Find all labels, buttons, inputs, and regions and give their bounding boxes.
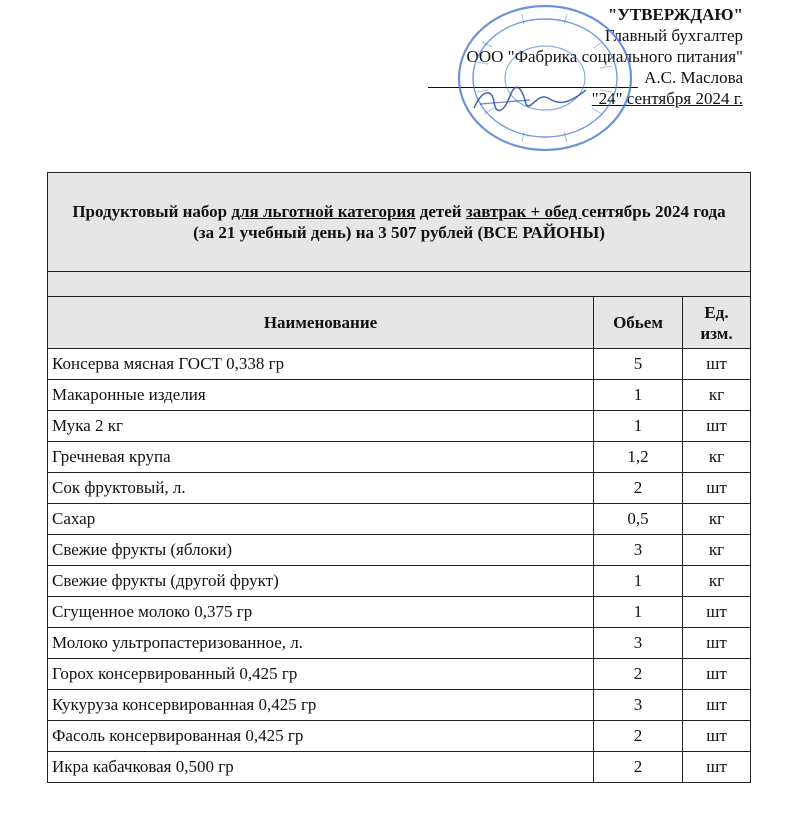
title-text-2: детей xyxy=(415,202,466,221)
approval-title: "УТВЕРЖДАЮ" xyxy=(607,5,743,24)
product-name: Кукуруза консервированная 0,425 гр xyxy=(48,690,594,721)
table-row xyxy=(48,690,751,721)
company-name: ООО "Фабрика социального питания" xyxy=(466,47,743,66)
table-row xyxy=(48,752,751,783)
table-row xyxy=(48,349,751,380)
product-quantity: 1 xyxy=(594,380,683,411)
product-name: Молоко ультропастеризованное, л. xyxy=(48,628,594,659)
product-name: Фасоль консервированная 0,425 гр xyxy=(48,721,594,752)
title-underlined-1: для льготной категория xyxy=(231,202,416,221)
table-row xyxy=(48,628,751,659)
table-row xyxy=(48,473,751,504)
product-name: Сок фруктовый, л. xyxy=(48,473,594,504)
product-unit: шт xyxy=(683,690,751,721)
table-row xyxy=(48,597,751,628)
product-unit: кг xyxy=(683,535,751,566)
product-name: Мука 2 кг xyxy=(48,411,594,442)
product-name: Сахар xyxy=(48,504,594,535)
product-unit: шт xyxy=(683,659,751,690)
product-name: Икра кабачковая 0,500 гр xyxy=(48,752,594,783)
product-unit: шт xyxy=(683,721,751,752)
table-row xyxy=(48,659,751,690)
product-unit: кг xyxy=(683,504,751,535)
product-quantity: 3 xyxy=(594,535,683,566)
table-row xyxy=(48,411,751,442)
title-underlined-2: завтрак + обед xyxy=(465,202,582,221)
product-name: Макаронные изделия xyxy=(48,380,594,411)
product-unit: шт xyxy=(683,628,751,659)
product-quantity: 2 xyxy=(594,752,683,783)
product-quantity: 1 xyxy=(594,566,683,597)
product-name: Сгущенное молоко 0,375 гр xyxy=(48,597,594,628)
signature-blank xyxy=(428,69,638,88)
table-spacer-row xyxy=(48,272,751,297)
table-row xyxy=(48,442,751,473)
title-text-1: Продуктовый набор xyxy=(72,202,232,221)
product-set-table xyxy=(47,172,751,783)
product-name: Гречневая крупа xyxy=(48,442,594,473)
product-quantity: 1 xyxy=(594,411,683,442)
product-name: Консерва мясная ГОСТ 0,338 гр xyxy=(48,349,594,380)
product-quantity: 3 xyxy=(594,628,683,659)
product-unit: шт xyxy=(683,473,751,504)
table-row xyxy=(48,380,751,411)
approver-position: Главный бухгалтер xyxy=(604,26,743,45)
column-header-unit: Ед. изм. xyxy=(683,297,751,349)
product-unit: шт xyxy=(683,752,751,783)
product-name: Свежие фрукты (яблоки) xyxy=(48,535,594,566)
table-title xyxy=(48,173,751,272)
product-quantity: 0,5 xyxy=(594,504,683,535)
product-quantity: 1,2 xyxy=(594,442,683,473)
product-unit: кг xyxy=(683,380,751,411)
product-quantity: 1 xyxy=(594,597,683,628)
approval-date: "24" сентября 2024 г. xyxy=(591,89,743,108)
table-row xyxy=(48,566,751,597)
signer-name: А.С. Маслова xyxy=(644,68,743,87)
product-name: Свежие фрукты (другой фрукт) xyxy=(48,566,594,597)
product-quantity: 2 xyxy=(594,659,683,690)
product-unit: кг xyxy=(683,566,751,597)
signature-line xyxy=(428,67,743,88)
product-unit: шт xyxy=(683,597,751,628)
product-name: Горох консервированный 0,425 гр xyxy=(48,659,594,690)
product-unit: кг xyxy=(683,442,751,473)
approval-block xyxy=(428,4,743,109)
column-header-qty: Обьем xyxy=(594,297,683,349)
product-unit: шт xyxy=(683,411,751,442)
table-row xyxy=(48,535,751,566)
product-unit: шт xyxy=(683,349,751,380)
product-quantity: 2 xyxy=(594,473,683,504)
column-header-row xyxy=(48,297,751,349)
title-text-3: сентябрь 2024 года (за 21 учебный день) на 3 507 рублей (ВСЕ РАЙОНЫ) xyxy=(193,202,726,242)
table-title-row xyxy=(48,173,751,272)
table-row xyxy=(48,721,751,752)
product-quantity: 5 xyxy=(594,349,683,380)
column-header-name: Наименование xyxy=(48,297,594,349)
product-quantity: 2 xyxy=(594,721,683,752)
table-row xyxy=(48,504,751,535)
product-quantity: 3 xyxy=(594,690,683,721)
